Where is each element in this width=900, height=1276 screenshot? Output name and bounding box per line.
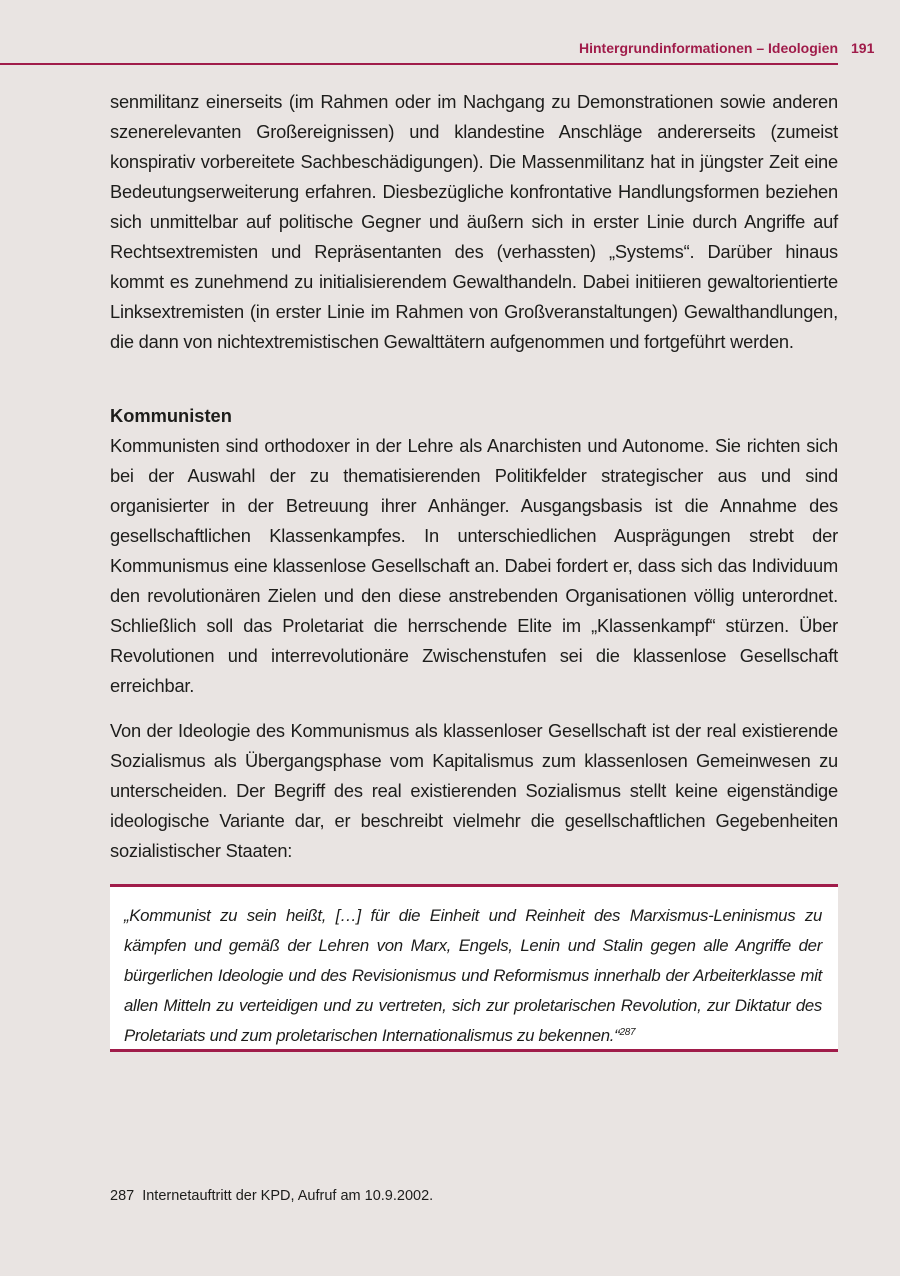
footnote-reference: 287 bbox=[619, 1027, 636, 1038]
footnote-number: 287 bbox=[110, 1188, 135, 1204]
footnote-text: Internetauftritt der KPD, Aufruf am 10.9.2002. bbox=[142, 1188, 434, 1204]
quote-box bbox=[110, 884, 838, 1052]
paragraph-1: senmilitanz einerseits (im Rahmen oder im Nachgang zu Demonstrationen sowie anderen szenerelevanten Großereignissen) und klandestine Anschläge andererseits (zumeist konspirativ vorbereitete Sachbeschädigungen). Die Massenmilitanz hat in jüngster Zeit eine Bedeutungserweiterung erfahren. Diesbezügliche konfrontative Handlungsformen beziehen sich unmittelbar auf politische Gegner und äußern sich in erster Linie durch Angriffe auf Rechtsextremisten und Repräsentanten des (verhassten) „Systems“. Darüber hinaus kommt es zunehmend zu initialisierendem Gewalthandeln. Dabei initiieren gewaltorientierte Linksextremisten (in erster Linie im Rahmen von Großveranstaltungen) Gewalthandlungen, die dann von nichtextremistischen Gewalttätern aufgenommen und fortgeführt werden. bbox=[110, 91, 838, 352]
section-heading: Kommunisten bbox=[110, 405, 232, 426]
header-title: Hintergrundinformationen – Ideologien bbox=[579, 40, 838, 56]
paragraph-2: Kommunisten sind orthodoxer in der Lehre als Anarchisten und Autonome. Sie richten sich bei der Auswahl der zu thematisierenden Politikfelder strategischer aus und sind organisierter in der Betreuung ihrer Anhänger. Ausgangsbasis ist die Annahme des gesellschaftlichen Klassenkampfes. In unterschiedlichen Ausprägungen strebt der Kommunismus eine klassenlose Gesellschaft an. Dabei fordert er, dass sich das Individuum den revolutionären Zielen und den diese anstrebenden Organisationen völlig unterordnet. Schließlich soll das Proletariat die herrschende Elite im „Klassenkampf“ stürzen. Über Revolutionen und interrevolutionäre Zwischenstufen sei die klassenlose Gesellschaft erreichbar. bbox=[110, 435, 838, 696]
page-number: 191 bbox=[851, 40, 875, 56]
paragraph-3: Von der Ideologie des Kommunismus als klassenloser Gesellschaft ist der real existierende Sozialismus als Übergangsphase vom Kapitalismus zum klassenlosen Gemeinwesen zu unterscheiden. Der Begriff des real existierenden Sozialismus stellt keine eigenständige ideologische Variante dar, er beschreibt vielmehr die gesellschaftlichen Gegebenheiten sozialistischer Staaten: bbox=[110, 720, 838, 861]
running-header bbox=[0, 38, 838, 65]
quote-body: „Kommunist zu sein heißt, […] für die Einheit und Reinheit des Marxismus-Leninismus zu kämpfen und gemäß der Lehren von Marx, Engels, Lenin und Stalin gegen alle Angriffe der bürgerlichen Ideologie und des Revisionismus und Reformismus innerhalb der Arbeiterklasse mit allen Mitteln zu verteidigen und zu vertreten, sich zur proletarischen Revolution, zur Diktatur des Proletariats und zum proletarischen Internationalismus zu bekennen.“ bbox=[124, 906, 822, 1045]
footnote bbox=[110, 1188, 433, 1204]
quote-text bbox=[124, 901, 822, 1051]
